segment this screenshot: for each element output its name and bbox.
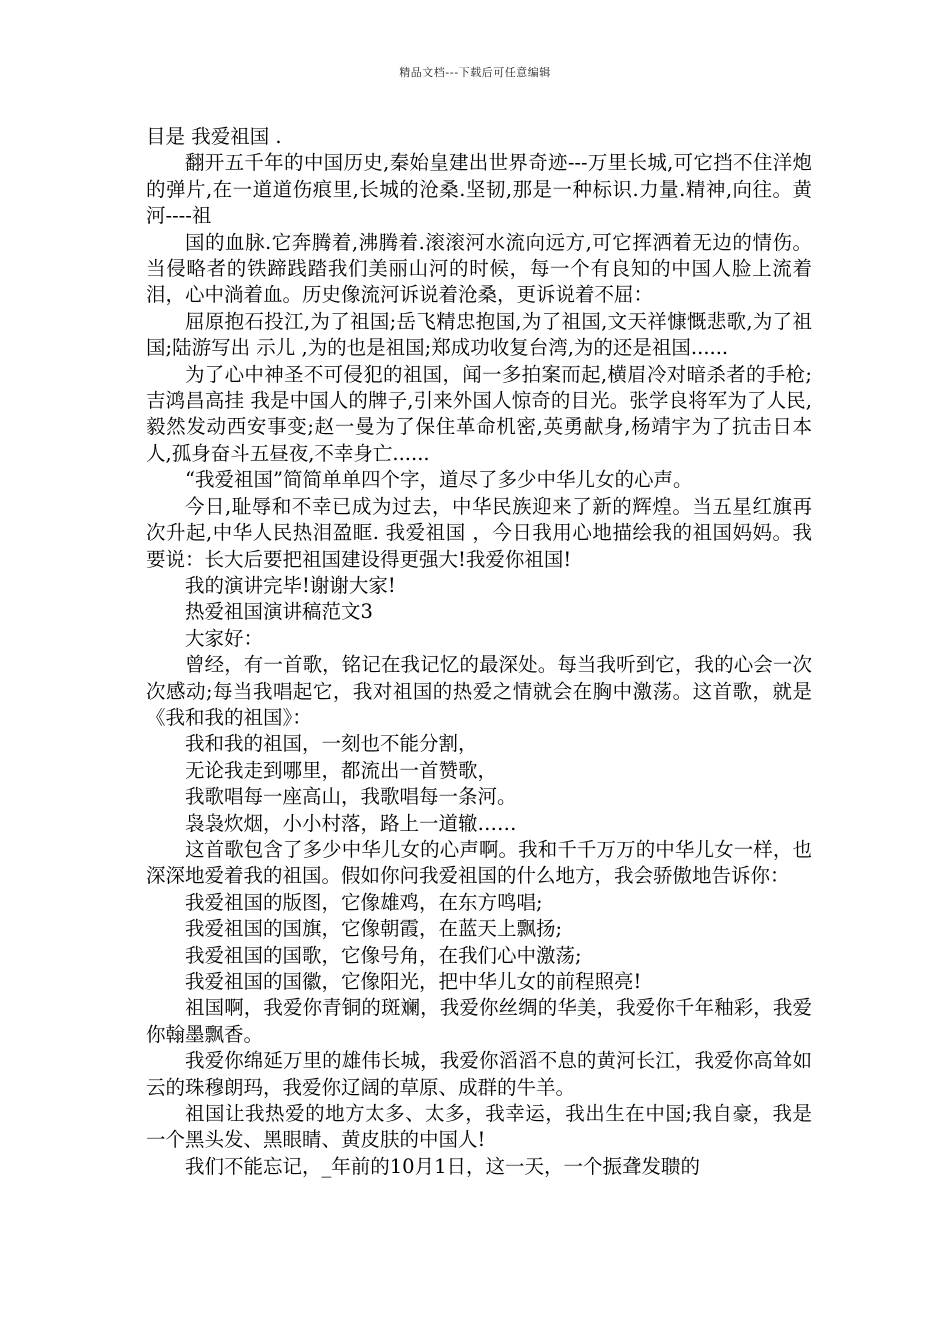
paragraph: 这首歌包含了多少中华儿女的心声啊。我和千千万万的中华儿女一样，也深深地爱着我的祖国。假如你问我爱祖国的什么地方，我会骄傲地告诉你： <box>146 837 812 888</box>
lyric-line: 我和我的祖国，一刻也不能分割， <box>185 732 478 756</box>
paragraph: “我爱祖国”简简单单四个字，道尽了多少中华儿女的心声。 <box>185 468 693 492</box>
paragraph: 我爱你绵延万里的雄伟长城，我爱你滔滔不息的黄河长江，我爱你高耸如云的珠穆朗玛，我爱你辽阔的草原、成群的牛羊。 <box>146 1049 812 1099</box>
paragraph: 我爱祖国的版图，它像雄鸡，在东方鸣唱; <box>185 890 543 914</box>
paragraph: 曾经，有一首歌，铭记在我记忆的最深处。每当我听到它，我的心会一次次感动;每当我唱起它，我对祖国的热爱之情就会在胸中激荡。这首歌，就是《我和我的祖国》： <box>146 653 812 729</box>
section-title: 热爱祖国演讲稿范文3 <box>185 600 373 624</box>
lyric-line: 无论我走到哪里，都流出一首赞歌， <box>185 758 498 782</box>
paragraph: 目是 我爱祖国 . <box>146 125 282 148</box>
paragraph: 为了心中神圣不可侵犯的祖国，闻一多拍案而起,横眉冷对暗杀者的手枪;吉鸿昌高挂 我是中国人的牌子,引来外国人惊奇的目光。张学良将军为了人民,毅然发动西安事变;赵一曼为了保住革命机密,英勇献身,杨靖宇为了抗击日本人,孤身奋斗五昼夜,不幸身亡...... <box>146 362 812 465</box>
paragraph: 我爱祖国的国歌，它像号角，在我们心中激荡; <box>185 943 582 967</box>
paragraph: 屈原抱石投江,为了祖国;岳飞精忠抱国,为了祖国,文天祥慷慨悲歌,为了祖国;陆游写出 示儿 ,为的也是祖国;郑成功收复台湾,为的还是祖国...... <box>146 309 812 360</box>
page-header: 精品文档---下载后可任意编辑 <box>399 66 551 79</box>
paragraph: 我爱祖国的国徽，它像阳光，把中华儿女的前程照亮! <box>185 970 642 993</box>
paragraph: 国的血脉.它奔腾着,沸腾着.滚滚河水流向远方,可它挥洒着无边的情伤。当侵略者的铁蹄践踏我们美丽山河的时候，每一个有良知的中国人脸上流着泪，心中淌着血。历史像流河诉说着沧桑，更诉说着不屈： <box>146 230 812 307</box>
paragraph: 翻开五千年的中国历史,秦始皇建出世界奇迹---万里长城,可它挡不住洋炮的弹片,在一道道伤痕里,长城的沧桑.坚韧,那是一种标识.力量.精神,向往。黄河----祖 <box>146 151 812 228</box>
paragraph: 我爱祖国的国旗，它像朝霞，在蓝天上飘扬; <box>185 917 563 941</box>
paragraph: 我的演讲完毕!谢谢大家! <box>185 573 396 597</box>
lyric-line: 袅袅炊烟，小小村落，路上一道辙…… <box>185 811 517 835</box>
paragraph: 今日,耻辱和不幸已成为过去，中华民族迎来了新的辉煌。当五星红旗再次升起,中华人民热泪盈眶. 我爱祖国 ，今日我用心地描绘我的祖国妈妈。我要说：长大后要把祖国建设得更强大!我爱你祖国! <box>146 494 812 571</box>
lyric-line: 我歌唱每一座高山，我歌唱每一条河。 <box>185 785 517 809</box>
document-body <box>146 124 812 1180</box>
paragraph: 祖国让我热爱的地方太多、太多，我幸运，我出生在中国;我自豪，我是一个黑头发、黑眼睛、黄皮肤的中国人! <box>146 1102 812 1152</box>
paragraph: 大家好： <box>185 626 264 650</box>
paragraph: 祖国啊，我爱你青铜的斑斓，我爱你丝绸的华美，我爱你千年釉彩，我爱你翰墨飘香。 <box>146 996 812 1046</box>
paragraph: 我们不能忘记，_年前的10月1日，这一天，一个振聋发聩的 <box>185 1154 700 1178</box>
